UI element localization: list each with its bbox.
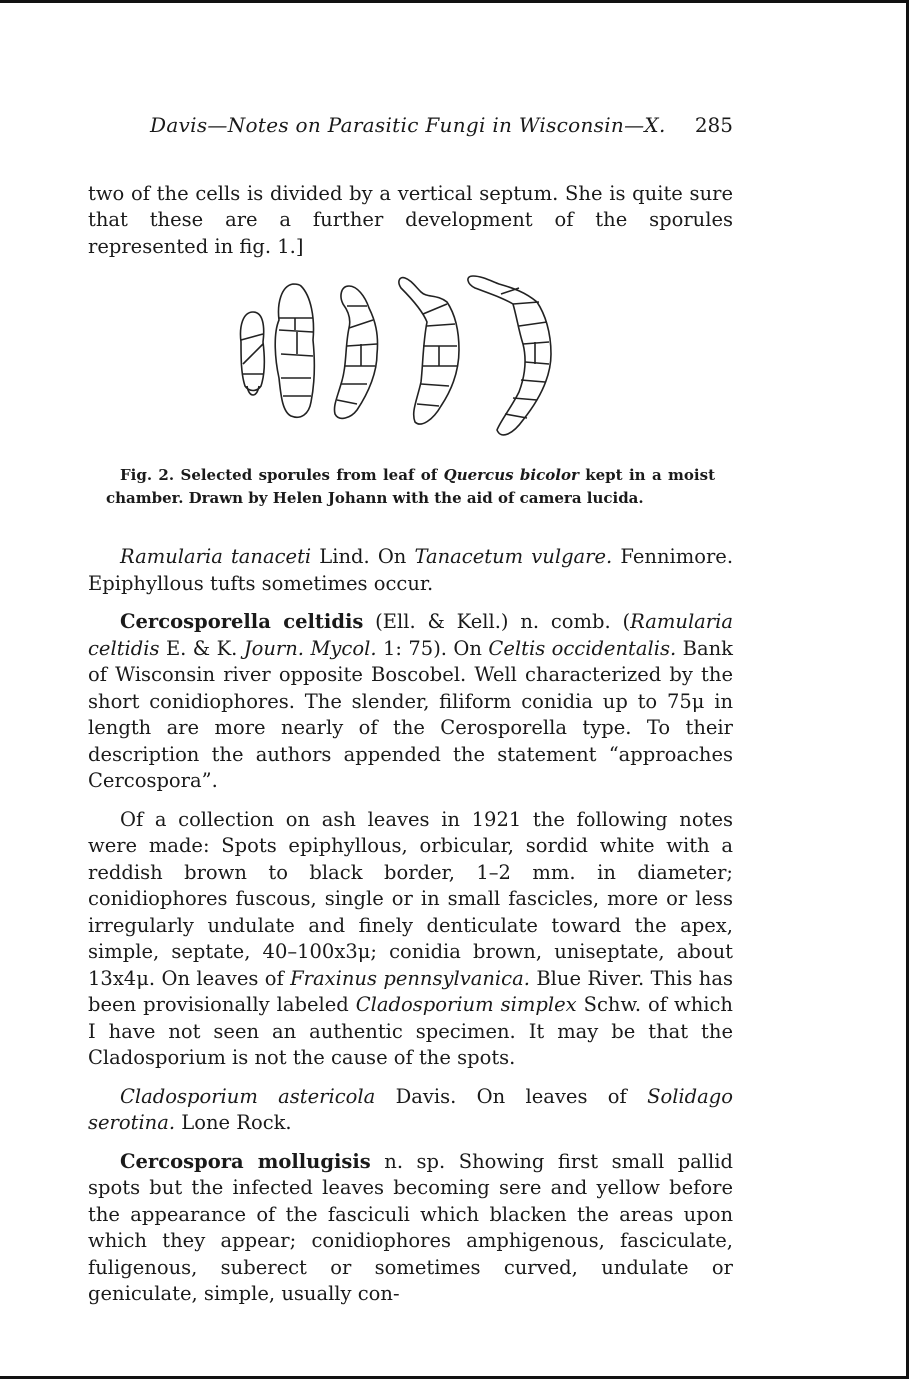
intro-paragraph: two of the cells is divided by a vertical septum. She is quite sure that these are a further development of the sporules represented in fig. 1.] <box>88 181 733 258</box>
cercosporella-t4: Bank of Wisconsin river opposite Boscobel. Well characterized by the short conidiophores. The slender, filiform conidia up to 75μ in length are more nearly of the Cerosporella type. To their description the authors appended the statement “approaches Cercospora”. <box>88 636 733 792</box>
figure-caption <box>88 464 733 510</box>
sporule-5 <box>467 276 550 435</box>
caption-species: Quercus bicolor <box>443 466 579 484</box>
cercosporella-t2: E. & K. <box>165 636 238 660</box>
cercospora-name: Cercospora mollugisis <box>120 1149 371 1173</box>
cladosporium-t2: Lone Rock. <box>181 1111 292 1134</box>
caption-post: kept in a moist chamber. Drawn by Helen Johann with the aid of camera lucida. <box>106 466 716 507</box>
cercospora-t1: n. sp. Showing first small pallid spots but the infected leaves becoming sere and yellow before the appearance of the fasciculi which blacken the areas upon which they appear; conidiophores amphigenous, fasciculate, fuligenous, suberect or sometimes curved, undulate or geniculate, simple, usually con- <box>88 1149 733 1305</box>
ramularia-paragraph <box>88 544 733 597</box>
ramularia-author: Lind. On <box>319 545 407 568</box>
ash-species: Cladosporium simplex <box>355 993 577 1016</box>
cercosporella-t3: 1: 75). On <box>382 636 482 660</box>
cercosporella-synonym: Ramularia celtidis <box>88 610 733 660</box>
cercosporella-name: Cercosporella celtidis <box>120 610 364 633</box>
sporule-3 <box>334 286 377 418</box>
ramularia-host: Tanacetum vulgare. <box>414 545 613 568</box>
caption-pre: Selected sporules from leaf of <box>180 466 438 484</box>
ash-t1: Of a collection on ash leaves in 1921 the following notes were made: Spots epiphyllous, orbicular, sordid white with a reddish brown to black border, 1–2 mm. in diameter; conidiophores fuscous, single or in small fascicles, more or less irregularly undulate and finely denticulate toward the apex, simple, septate, 40–100x3μ; conidia brown, uniseptate, about 13x4μ. On leaves of <box>88 807 733 990</box>
cercosporella-paragraph <box>88 609 733 795</box>
sporule-1 <box>240 312 264 395</box>
ash-paragraph <box>88 807 733 1072</box>
running-title: Davis—Notes on Parasitic Fungi in Wisconsin—X. <box>150 113 666 137</box>
page-number: 285 <box>694 113 733 137</box>
ash-t2: Blue River. This has been provisionally labeled <box>88 966 733 1016</box>
sporule-drawing <box>201 274 621 444</box>
sporule-figure <box>88 274 733 444</box>
cercosporella-journal: Journ. Mycol. <box>243 636 377 660</box>
cercosporella-t1: (Ell. & Kell.) n. comb. ( <box>375 610 631 633</box>
caption-label: Fig. 2. <box>120 466 175 484</box>
cladosporium-name: Cladosporium astericola <box>120 1084 376 1108</box>
ramularia-name: Ramularia tanaceti <box>120 545 312 568</box>
sporule-2 <box>275 284 314 417</box>
ash-t3: Schw. of which I have not seen an authentic specimen. It may be that the Cladosporium is not the cause of the spots. <box>88 993 733 1069</box>
cladosporium-t1: Davis. On leaves of <box>395 1084 627 1108</box>
cladosporium-host: Solidago serotina. <box>88 1084 733 1134</box>
cladosporium-paragraph <box>88 1084 733 1137</box>
cercospora-paragraph <box>88 1149 733 1308</box>
page-content <box>88 112 733 1320</box>
sporule-4 <box>398 278 458 424</box>
running-header <box>88 112 733 139</box>
cercosporella-host: Celtis occidentalis. <box>488 636 677 660</box>
ash-host: Fraxinus pennsylvanica. <box>290 966 530 990</box>
ramularia-rest: Fennimore. Epiphyllous tufts sometimes occur. <box>88 545 734 595</box>
